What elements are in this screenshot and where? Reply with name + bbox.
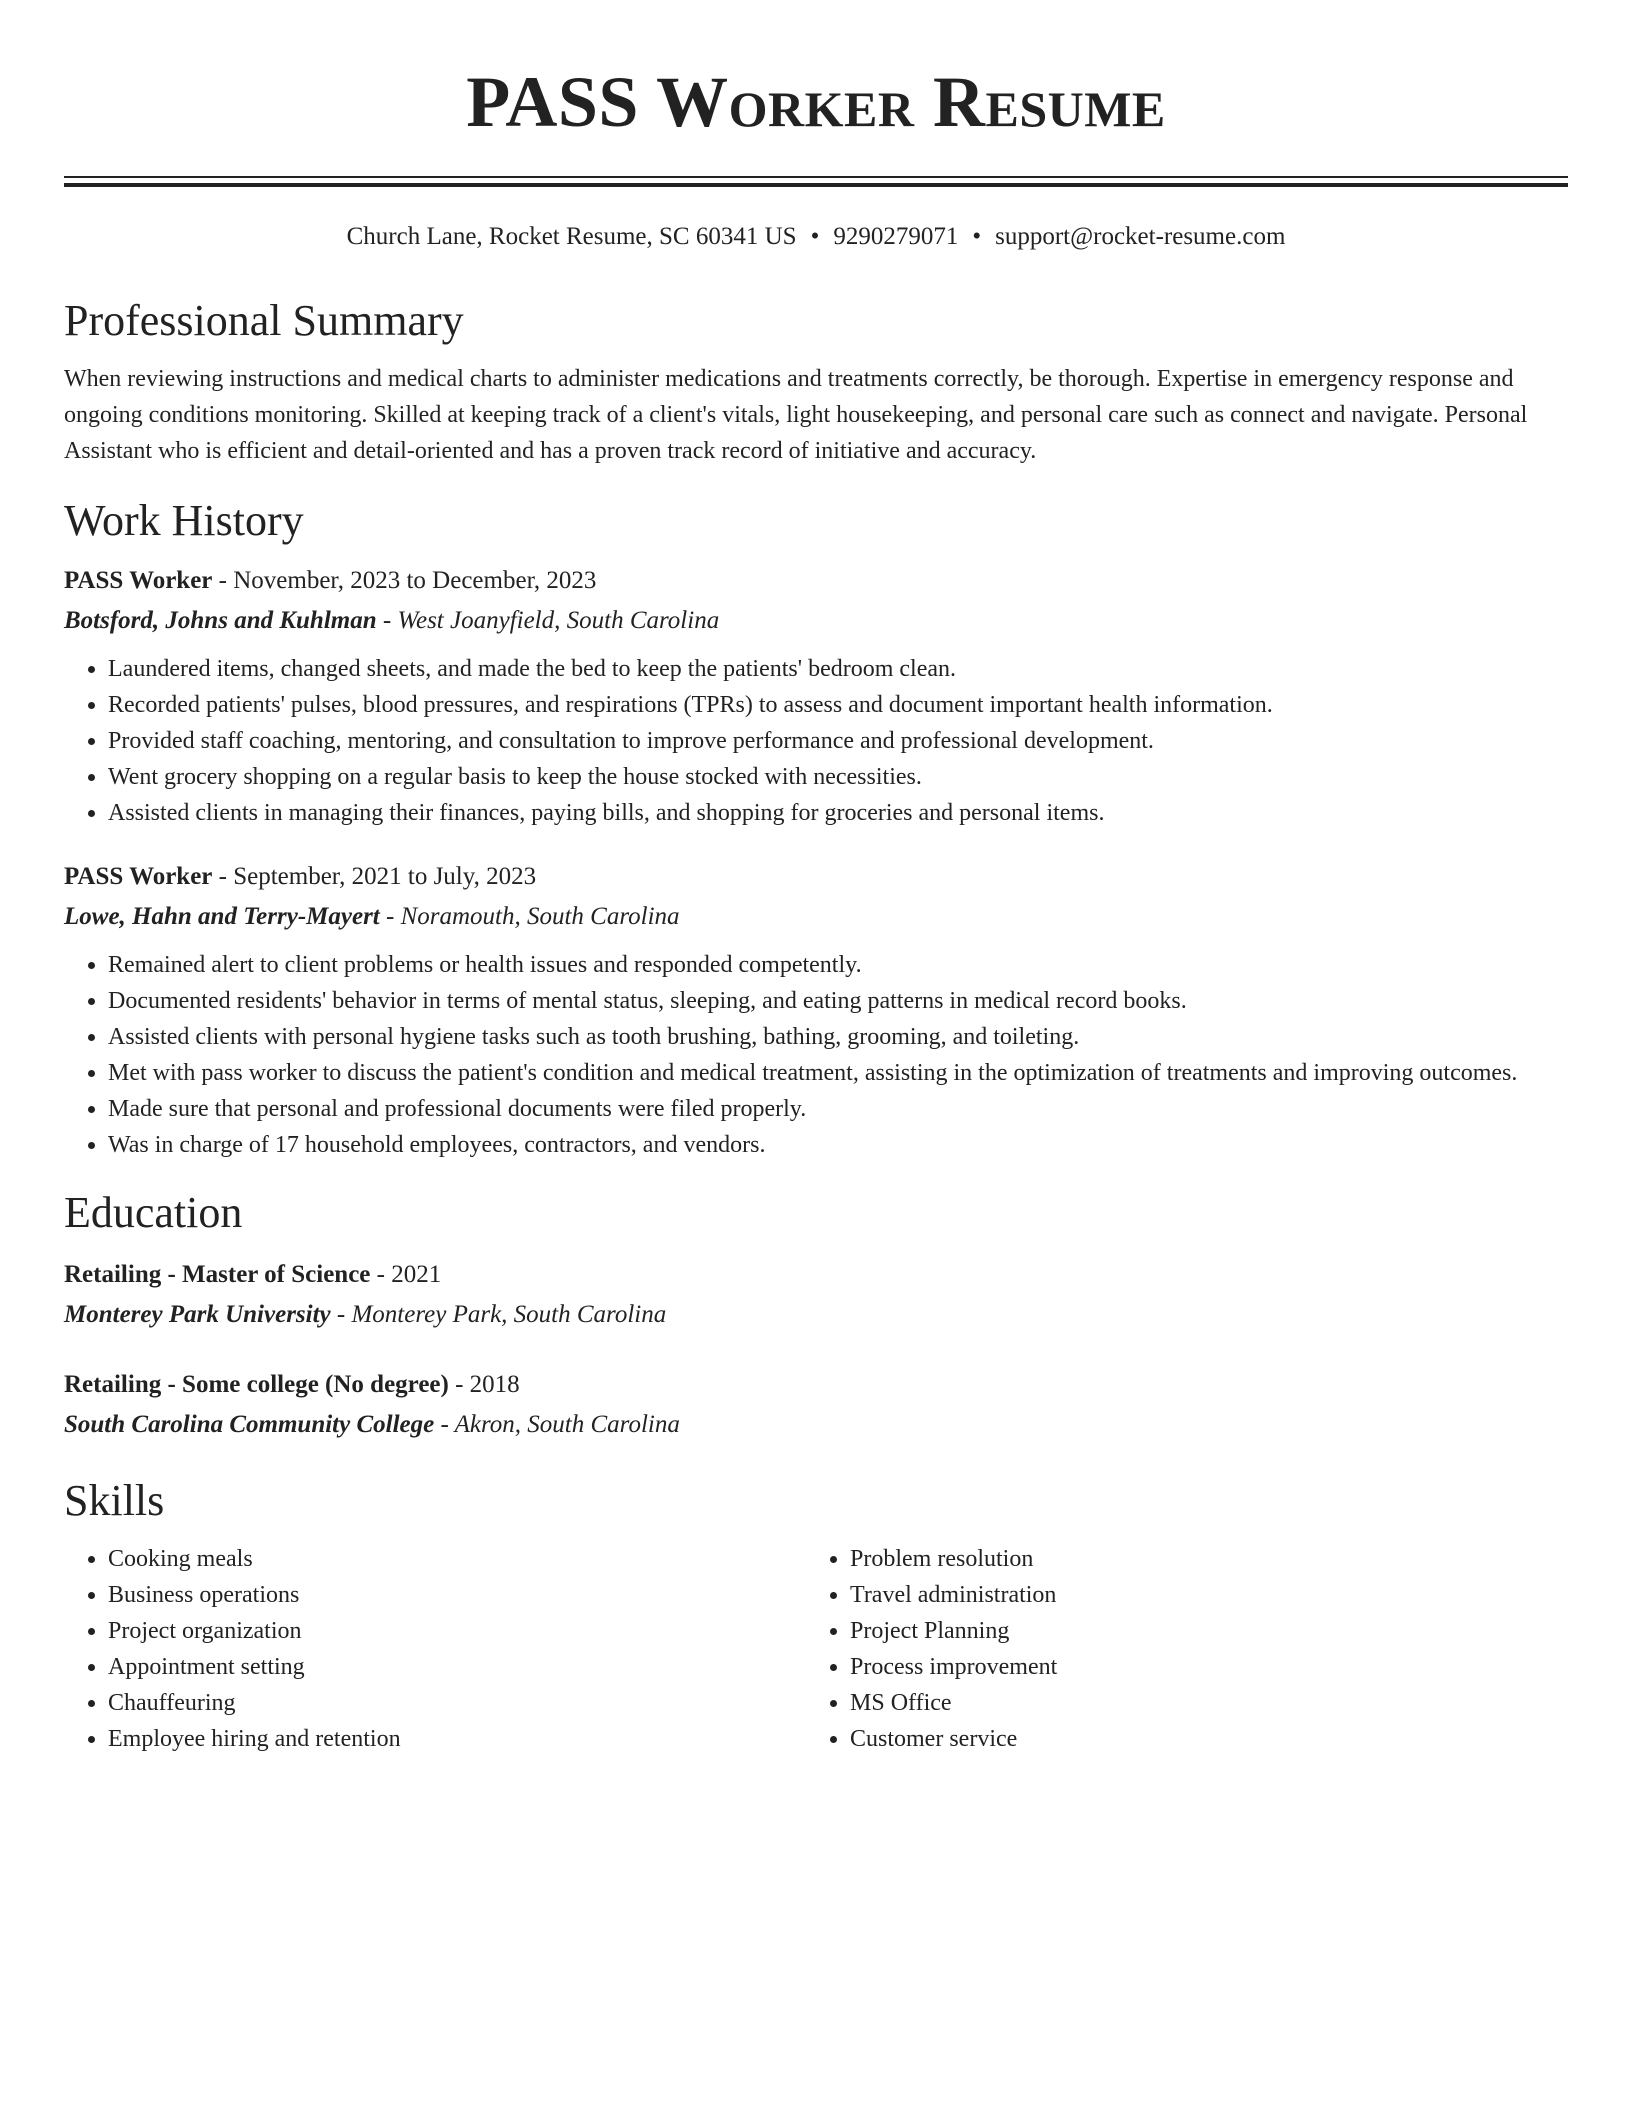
degree-line — [64, 1365, 1568, 1405]
skill-item: • Employee hiring and retention — [108, 1721, 806, 1757]
dash-separator: - — [212, 863, 234, 890]
school-line — [64, 1295, 1568, 1335]
education-entry — [64, 1255, 1568, 1335]
job-title-line — [64, 561, 1568, 601]
dash-separator: - — [330, 1301, 352, 1328]
dash-separator: - — [448, 1371, 470, 1398]
job-duty: • Went grocery shopping on a regular basis to keep the house stocked with necessities. — [108, 759, 1568, 795]
contact-email: support@rocket-resume.com — [995, 223, 1286, 250]
school-name: South Carolina Community College — [64, 1411, 435, 1438]
job-duty: • Laundered items, changed sheets, and made the bed to keep the patients' bedroom clean. — [108, 651, 1568, 687]
skill-item: • Business operations — [108, 1577, 806, 1613]
job-duties — [64, 947, 1568, 1163]
school-line — [64, 1405, 1568, 1445]
graduation-year: 2021 — [391, 1261, 442, 1288]
skill-item: • Chauffeuring — [108, 1685, 806, 1721]
education-entry — [64, 1365, 1568, 1445]
job-duty: • Remained alert to client problems or health issues and responded competently. — [108, 947, 1568, 983]
job-title: PASS Worker — [64, 567, 213, 594]
school-location: Akron, South Carolina — [454, 1411, 680, 1438]
company-location: West Joanyfield, South Carolina — [397, 607, 720, 634]
job-duty: • Recorded patients' pulses, blood pressures, and respirations (TPRs) to assess and document important health information. — [108, 687, 1568, 723]
job-dates: September, 2021 to July, 2023 — [233, 863, 537, 890]
job-entry — [64, 857, 1568, 1163]
company-line — [64, 897, 1568, 937]
resume-title: PASS Worker Resume — [466, 62, 1166, 142]
graduation-year: 2018 — [469, 1371, 520, 1398]
company-name: Lowe, Hahn and Terry-Mayert — [64, 903, 380, 930]
degree: Retailing - Master of Science — [64, 1261, 371, 1288]
company-location: Noramouth, South Carolina — [400, 903, 680, 930]
skill-item: • Cooking meals — [108, 1541, 806, 1577]
contact-line — [64, 221, 1568, 253]
skills-heading: Skills — [64, 1476, 165, 1525]
company-line — [64, 601, 1568, 641]
job-title: PASS Worker — [64, 863, 213, 890]
dash-separator: - — [370, 1261, 392, 1288]
work-history-heading: Work History — [64, 496, 304, 545]
job-duty: • Provided staff coaching, mentoring, and consultation to improve performance and professional development. — [108, 723, 1568, 759]
job-dates: November, 2023 to December, 2023 — [233, 567, 597, 594]
company-name: Botsford, Johns and Kuhlman — [64, 607, 377, 634]
skill-item: • Customer service — [850, 1721, 1568, 1757]
job-duty: • Made sure that personal and professional documents were filed properly. — [108, 1091, 1568, 1127]
skill-item: • Travel administration — [850, 1577, 1568, 1613]
contact-separator: • — [810, 223, 820, 250]
skill-item: • Process improvement — [850, 1649, 1568, 1685]
school-name: Monterey Park University — [64, 1301, 331, 1328]
summary-text: When reviewing instructions and medical charts to administer medications and treatments correctly, be thorough. Expertise in emergency response and ongoing conditions monitoring. Skilled at keeping track of a client's vitals, light housekeeping, and personal care such as connect and navigate. Personal Assistant who is efficient and detail-oriented and has a proven track record of initiative and accuracy. — [64, 366, 1528, 464]
school-location: Monterey Park, South Carolina — [351, 1301, 667, 1328]
skills-list — [64, 1541, 1568, 1757]
job-entry — [64, 561, 1568, 831]
dash-separator: - — [434, 1411, 455, 1438]
skills-column-right — [806, 1541, 1568, 1757]
skill-item: • Appointment setting — [108, 1649, 806, 1685]
dash-separator: - — [376, 607, 398, 634]
job-duty: • Documented residents' behavior in terms of mental status, sleeping, and eating patterns in medical record books. — [108, 983, 1568, 1019]
degree: Retailing - Some college (No degree) — [64, 1371, 449, 1398]
job-duty: • Assisted clients in managing their finances, paying bills, and shopping for groceries and personal items. — [108, 795, 1568, 831]
skill-item: • Project organization — [108, 1613, 806, 1649]
skill-item: • MS Office — [850, 1685, 1568, 1721]
job-duty: • Met with pass worker to discuss the patient's condition and medical treatment, assisting in the optimization of treatments and improving outcomes. — [108, 1055, 1568, 1091]
contact-address: Church Lane, Rocket Resume, SC 60341 US — [346, 223, 797, 250]
contact-separator: • — [972, 223, 982, 250]
job-duty: • Assisted clients with personal hygiene tasks such as tooth brushing, bathing, grooming, and toileting. — [108, 1019, 1568, 1055]
education-heading: Education — [64, 1188, 243, 1237]
job-duty: • Was in charge of 17 household employees, contractors, and vendors. — [108, 1127, 1568, 1163]
job-duties — [64, 651, 1568, 831]
dash-separator: - — [212, 567, 234, 594]
summary-heading: Professional Summary — [64, 296, 464, 345]
dash-separator: - — [379, 903, 401, 930]
title-divider — [64, 176, 1568, 187]
job-title-line — [64, 857, 1568, 897]
skills-column-left — [64, 1541, 806, 1757]
skill-item: • Project Planning — [850, 1613, 1568, 1649]
contact-phone: 9290279071 — [833, 223, 959, 250]
skill-item: • Problem resolution — [850, 1541, 1568, 1577]
degree-line — [64, 1255, 1568, 1295]
